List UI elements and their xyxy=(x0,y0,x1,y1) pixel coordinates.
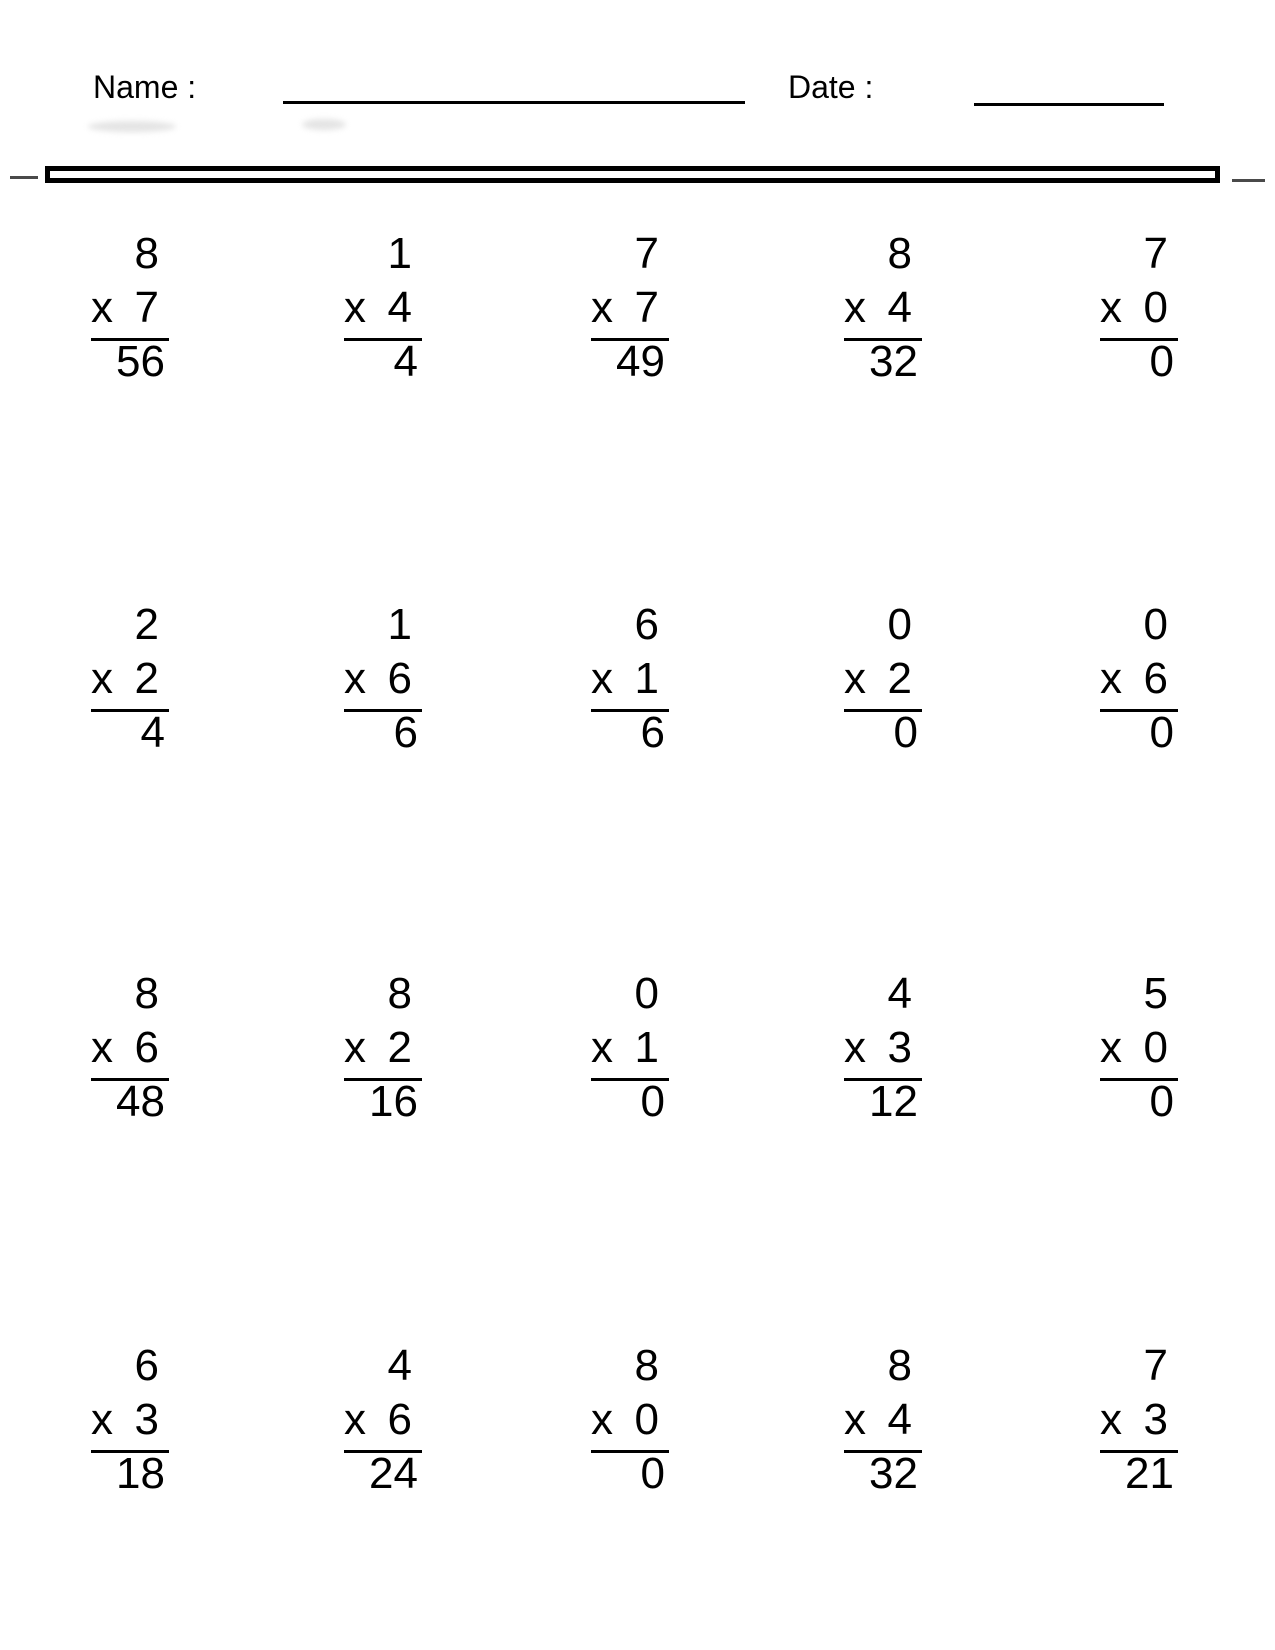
multiply-sign: x xyxy=(344,1023,366,1072)
multiply-sign: x xyxy=(844,283,866,332)
product: 6 xyxy=(393,708,418,757)
multiply-sign: x xyxy=(844,1395,866,1444)
multiplier: 0 xyxy=(1143,283,1168,332)
scan-artifact xyxy=(88,121,176,132)
multiply-sign: x xyxy=(591,1023,613,1072)
date-blank-line xyxy=(974,103,1164,106)
product: 49 xyxy=(616,337,665,386)
multiplier-row xyxy=(844,281,922,335)
multiplier-row xyxy=(344,1021,422,1075)
multiplier-row xyxy=(344,281,422,335)
scan-artifact xyxy=(302,119,346,130)
multiplication-problem-r1c1 xyxy=(91,227,169,389)
multiplicand: 8 xyxy=(134,969,159,1018)
multiplier: 3 xyxy=(887,1023,912,1072)
multiplication-problem-r1c5 xyxy=(1100,227,1178,389)
multiplication-problem-r3c2 xyxy=(344,967,422,1129)
multiplier: 6 xyxy=(387,654,412,703)
multiplier-row xyxy=(844,1021,922,1075)
multiply-sign: x xyxy=(91,1395,113,1444)
multiplier-row xyxy=(91,1393,169,1447)
multiplier: 3 xyxy=(134,1395,159,1444)
multiplier: 7 xyxy=(634,283,659,332)
multiplication-problem-r3c5 xyxy=(1100,967,1178,1129)
multiplier-row xyxy=(591,281,669,335)
header-divider-bar xyxy=(45,166,1220,183)
multiplicand: 6 xyxy=(134,1341,159,1390)
multiplicand: 1 xyxy=(387,229,412,278)
multiplier-row xyxy=(344,1393,422,1447)
multiplicand: 8 xyxy=(887,229,912,278)
product: 32 xyxy=(869,1449,918,1498)
multiplicand: 4 xyxy=(887,969,912,1018)
multiplicand: 1 xyxy=(387,600,412,649)
multiply-sign: x xyxy=(591,283,613,332)
product: 12 xyxy=(869,1077,918,1126)
product: 4 xyxy=(140,708,165,757)
multiply-sign: x xyxy=(844,1023,866,1072)
multiplicand: 2 xyxy=(134,600,159,649)
multiplication-problem-r3c1 xyxy=(91,967,169,1129)
multiplication-problem-r4c5 xyxy=(1100,1339,1178,1501)
multiplier: 6 xyxy=(134,1023,159,1072)
multiplier: 4 xyxy=(887,283,912,332)
product: 0 xyxy=(1149,337,1174,386)
multiplier-row xyxy=(844,652,922,706)
multiplication-problem-r3c4 xyxy=(844,967,922,1129)
multiplier: 6 xyxy=(1143,654,1168,703)
multiplier-row xyxy=(344,652,422,706)
multiplicand: 0 xyxy=(887,600,912,649)
product: 0 xyxy=(1149,1077,1174,1126)
multiplication-problem-r4c2 xyxy=(344,1339,422,1501)
name-blank-line xyxy=(283,101,745,104)
multiplier-row xyxy=(1100,652,1178,706)
multiply-sign: x xyxy=(344,654,366,703)
product: 16 xyxy=(369,1077,418,1126)
multiplication-problem-r2c5 xyxy=(1100,598,1178,760)
multiply-sign: x xyxy=(591,1395,613,1444)
multiplier-row xyxy=(1100,281,1178,335)
multiplier: 1 xyxy=(634,1023,659,1072)
product: 4 xyxy=(393,337,418,386)
multiplicand: 0 xyxy=(1143,600,1168,649)
multiplication-problem-r2c1 xyxy=(91,598,169,760)
multiplier: 7 xyxy=(134,283,159,332)
multiply-sign: x xyxy=(1100,1023,1122,1072)
multiplicand: 8 xyxy=(634,1341,659,1390)
multiplier: 6 xyxy=(387,1395,412,1444)
multiplier: 0 xyxy=(1143,1023,1168,1072)
multiplicand: 4 xyxy=(387,1341,412,1390)
multiplication-problem-r4c1 xyxy=(91,1339,169,1501)
multiply-sign: x xyxy=(844,654,866,703)
multiplier: 4 xyxy=(387,283,412,332)
multiplier-row xyxy=(91,1021,169,1075)
multiplier: 2 xyxy=(134,654,159,703)
multiply-sign: x xyxy=(1100,1395,1122,1444)
divider-dash-left xyxy=(10,176,38,179)
product: 0 xyxy=(640,1077,665,1126)
multiplier: 2 xyxy=(887,654,912,703)
multiplication-problem-r2c4 xyxy=(844,598,922,760)
multiplication-problem-r2c2 xyxy=(344,598,422,760)
multiplication-problem-r2c3 xyxy=(591,598,669,760)
product: 0 xyxy=(893,708,918,757)
multiplicand: 7 xyxy=(1143,1341,1168,1390)
multiply-sign: x xyxy=(1100,283,1122,332)
multiplier: 3 xyxy=(1143,1395,1168,1444)
multiplication-problem-r4c3 xyxy=(591,1339,669,1501)
multiplier-row xyxy=(91,652,169,706)
multiply-sign: x xyxy=(91,1023,113,1072)
multiplier-row xyxy=(591,1393,669,1447)
multiplier-row xyxy=(1100,1393,1178,1447)
product: 24 xyxy=(369,1449,418,1498)
product: 0 xyxy=(640,1449,665,1498)
multiplier-row xyxy=(844,1393,922,1447)
multiplication-problem-r1c3 xyxy=(591,227,669,389)
product: 6 xyxy=(640,708,665,757)
divider-dash-right xyxy=(1232,179,1265,182)
multiplier-row xyxy=(591,652,669,706)
multiplicand: 6 xyxy=(634,600,659,649)
date-label: Date : xyxy=(788,69,874,105)
name-label: Name : xyxy=(93,69,197,105)
multiplication-problem-r3c3 xyxy=(591,967,669,1129)
product: 18 xyxy=(116,1449,165,1498)
multiplier: 2 xyxy=(387,1023,412,1072)
multiply-sign: x xyxy=(591,654,613,703)
product: 21 xyxy=(1125,1449,1174,1498)
multiplication-problem-r1c4 xyxy=(844,227,922,389)
multiplier-row xyxy=(1100,1021,1178,1075)
multiply-sign: x xyxy=(344,283,366,332)
product: 56 xyxy=(116,337,165,386)
multiplier: 0 xyxy=(634,1395,659,1444)
product: 0 xyxy=(1149,708,1174,757)
multiply-sign: x xyxy=(91,654,113,703)
product: 32 xyxy=(869,337,918,386)
product: 48 xyxy=(116,1077,165,1126)
multiply-sign: x xyxy=(344,1395,366,1444)
multiplicand: 8 xyxy=(887,1341,912,1390)
multiply-sign: x xyxy=(91,283,113,332)
multiply-sign: x xyxy=(1100,654,1122,703)
multiplicand: 8 xyxy=(387,969,412,1018)
multiplicand: 5 xyxy=(1143,969,1168,1018)
multiplicand: 8 xyxy=(134,229,159,278)
multiplication-problem-r4c4 xyxy=(844,1339,922,1501)
multiplier: 1 xyxy=(634,654,659,703)
multiplier: 4 xyxy=(887,1395,912,1444)
multiplicand: 7 xyxy=(1143,229,1168,278)
multiplicand: 0 xyxy=(634,969,659,1018)
multiplier-row xyxy=(91,281,169,335)
multiplicand: 7 xyxy=(634,229,659,278)
multiplier-row xyxy=(591,1021,669,1075)
multiplication-problem-r1c2 xyxy=(344,227,422,389)
